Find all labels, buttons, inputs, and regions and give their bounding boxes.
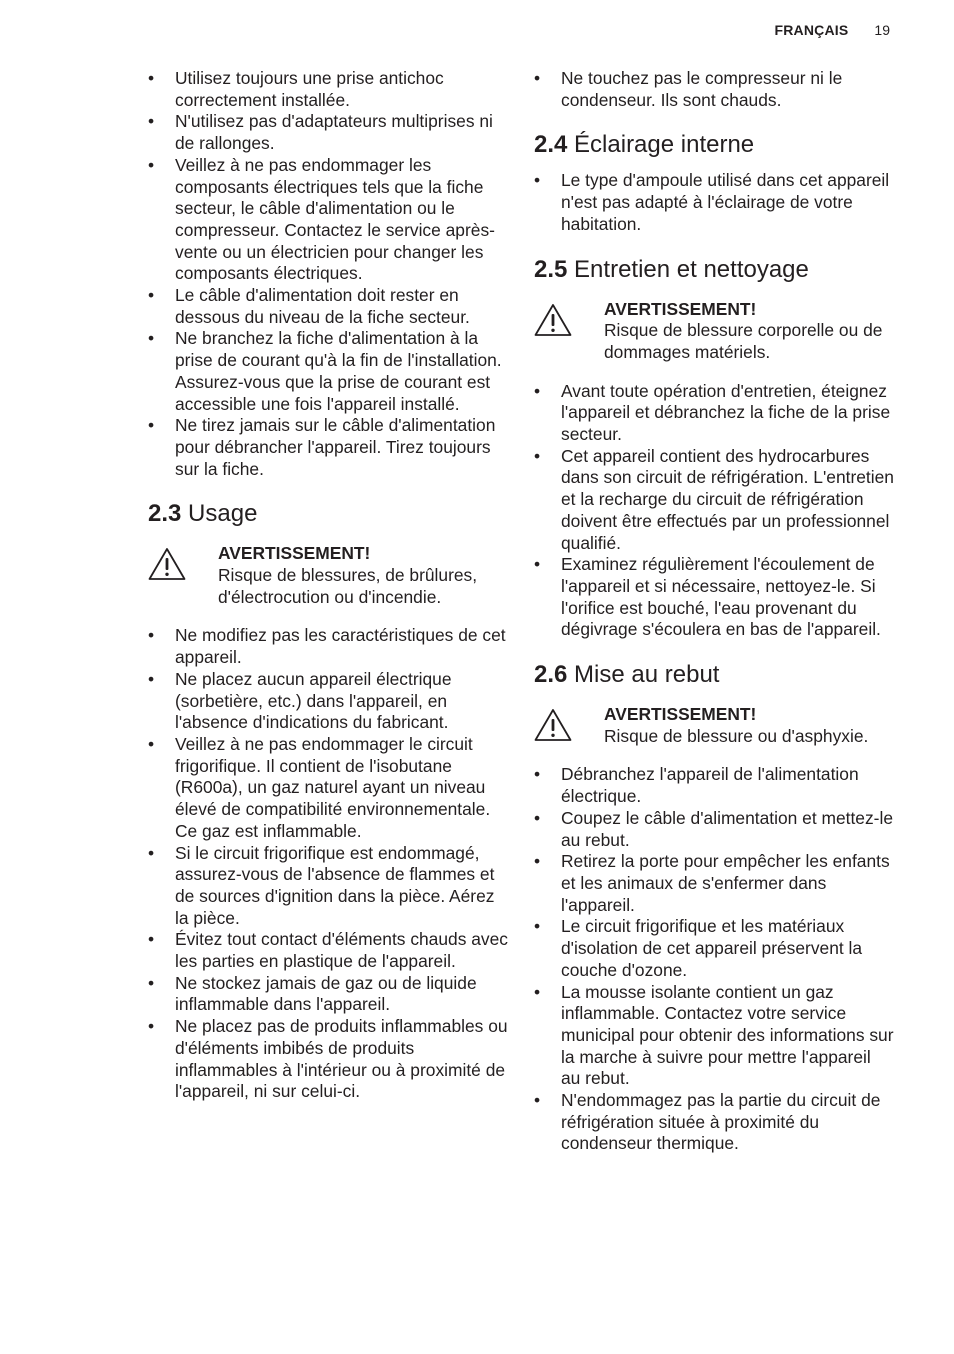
- intro-bullet-list: [148, 68, 508, 480]
- section-number: 2.6: [534, 661, 568, 689]
- list-item: • Utilisez toujours une prise antichoc correctement installée.: [148, 68, 508, 111]
- warning-box-disposal: [534, 704, 894, 747]
- list-item: • Ne branchez la fiche d'alimentation à la prise de courant qu'à la fin de l'installation. Assurez-vous que la prise de courant est accessible une fois l'appareil installé.: [148, 328, 508, 415]
- lighting-bullet-list: [534, 170, 894, 235]
- list-item: • Examinez régulièrement l'écoulement de l'appareil et si nécessaire, nettoyez-le. Si l'orifice est bouché, l'eau provenant du dégivrage s'écoulera en bas de l'appareil.: [534, 554, 894, 641]
- list-item: • Cet appareil contient des hydrocarbures dans son circuit de réfrigération. L'entretien et la recharge du circuit de réfrigération doivent être effectués par un professionnel qualifié.: [534, 446, 894, 555]
- list-item: • Ne placez pas de produits inflammables ou d'éléments imbibés de produits inflammables à l'intérieur ou à proximité de l'appareil, ni sur celui-ci.: [148, 1016, 508, 1103]
- warning-triangle-icon: [534, 299, 604, 337]
- list-item: • Retirez la porte pour empêcher les enfants et les animaux de s'enfermer dans l'appareil.: [534, 851, 894, 916]
- list-item: • Coupez le câble d'alimentation et mettez-le au rebut.: [534, 808, 894, 851]
- list-item: • Débranchez l'appareil de l'alimentation électrique.: [534, 764, 894, 807]
- section-heading-lighting: [534, 130, 894, 160]
- section-title: Mise au rebut: [574, 661, 720, 689]
- list-item: • Le type d'ampoule utilisé dans cet appareil n'est pas adapté à l'éclairage de votre habitation.: [534, 170, 894, 235]
- list-item: • Veillez à ne pas endommager les composants électriques tels que la fiche secteur, le câble d'alimentation ou le compresseur. Contactez le service après-vente ou un électricien pour changer les composants électriques.: [148, 155, 508, 285]
- warning-text: Risque de blessures, de brûlures, d'électrocution ou d'incendie.: [218, 565, 478, 607]
- list-item: • N'utilisez pas d'adaptateurs multiprises ni de rallonges.: [148, 111, 508, 154]
- section-title: Éclairage interne: [574, 131, 755, 159]
- list-item: • Évitez tout contact d'éléments chauds avec les parties en plastique de l'appareil.: [148, 929, 508, 972]
- warning-box-usage: [148, 543, 508, 608]
- list-item: • Ne stockez jamais de gaz ou de liquide inflammable dans l'appareil.: [148, 973, 508, 1016]
- list-item: • Si le circuit frigorifique est endommagé, assurez-vous de l'absence de flammes et de sources d'ignition dans la pièce. Aérez la pièce.: [148, 843, 508, 930]
- section-title: Entretien et nettoyage: [574, 255, 809, 283]
- right-column: [534, 68, 894, 1155]
- page-number: 19: [874, 22, 890, 38]
- list-item: • Veillez à ne pas endommager le circuit frigorifique. Il contient de l'isobutane (R600a), un gaz naturel ayant un niveau élevé de compatibilité environnementale. Ce gaz est inflammable.: [148, 734, 508, 843]
- left-column: [148, 68, 508, 1103]
- disposal-bullet-list: [534, 764, 894, 1155]
- language-label: FRANÇAIS: [774, 22, 849, 38]
- warning-text: Risque de blessure corporelle ou de dommages matériels.: [604, 320, 883, 362]
- list-item: • Le circuit frigorifique et les matériaux d'isolation de cet appareil préservent la couche d'ozone.: [534, 916, 894, 981]
- warning-box-maintenance: [534, 299, 894, 364]
- section-number: 2.5: [534, 255, 568, 283]
- section-number: 2.4: [534, 131, 568, 159]
- maintenance-bullet-list: [534, 381, 894, 641]
- list-item: • Le câble d'alimentation doit rester en dessous du niveau de la fiche secteur.: [148, 285, 508, 328]
- list-item: • Ne modifiez pas les caractéristiques de cet appareil.: [148, 625, 508, 668]
- warning-text: Risque de blessure ou d'asphyxie.: [604, 725, 869, 746]
- warning-title: AVERTISSEMENT!: [604, 704, 757, 725]
- warning-title: AVERTISSEMENT!: [218, 543, 371, 564]
- section-heading-usage: [148, 499, 508, 529]
- section-title: Usage: [188, 500, 258, 528]
- warning-triangle-icon: [148, 543, 218, 581]
- list-item: • Ne placez aucun appareil électrique (sorbetière, etc.) dans l'appareil, en l'absence d'indications du fabricant.: [148, 669, 508, 734]
- list-item: • Ne touchez pas le compresseur ni le condenseur. Ils sont chauds.: [534, 68, 894, 111]
- intro-bullet-list: [534, 68, 894, 111]
- warning-triangle-icon: [534, 704, 604, 742]
- section-number: 2.3: [148, 500, 182, 528]
- list-item: • N'endommagez pas la partie du circuit de réfrigération située à proximité du condenseur thermique.: [534, 1090, 894, 1155]
- warning-title: AVERTISSEMENT!: [604, 298, 757, 319]
- section-heading-disposal: [534, 660, 894, 690]
- usage-bullet-list: [148, 625, 508, 1102]
- list-item: • La mousse isolante contient un gaz inflammable. Contactez votre service municipal pour obtenir des informations sur la marche à suivre pour mettre l'appareil au rebut.: [534, 982, 894, 1091]
- section-heading-maintenance: [534, 255, 894, 285]
- page-header: [774, 22, 890, 38]
- list-item: • Ne tirez jamais sur le câble d'alimentation pour débrancher l'appareil. Tirez toujours sur la fiche.: [148, 415, 508, 480]
- list-item: • Avant toute opération d'entretien, éteignez l'appareil et débranchez la fiche de la prise secteur.: [534, 381, 894, 446]
